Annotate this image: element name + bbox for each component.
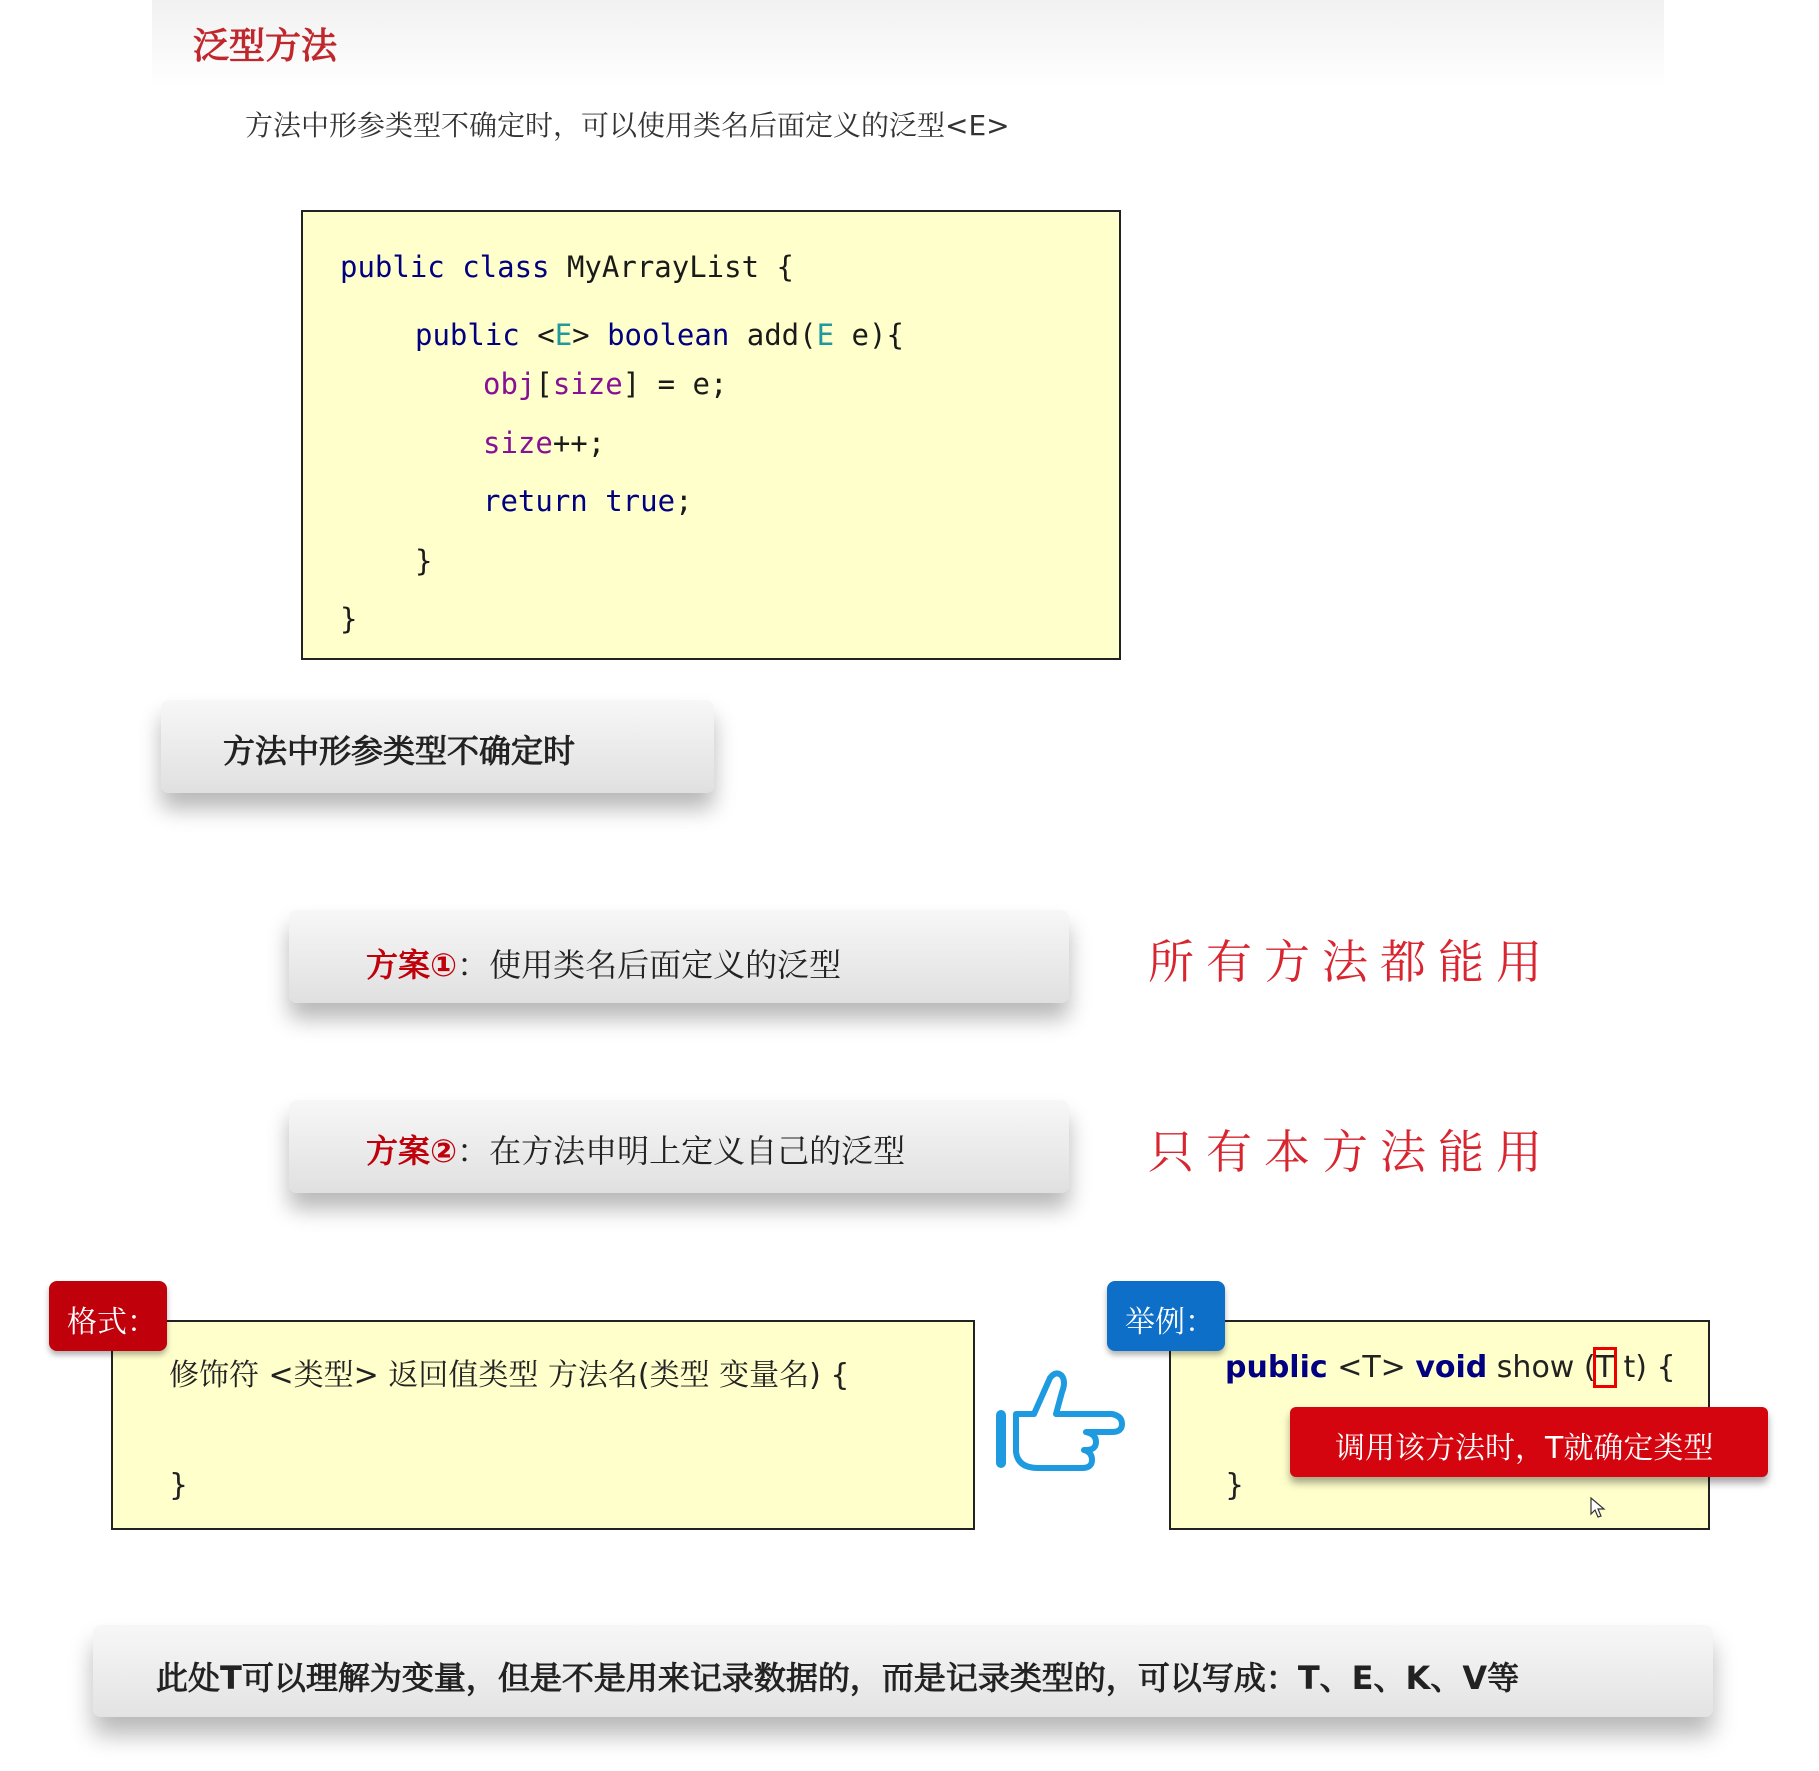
example-tag xyxy=(1107,1281,1225,1351)
example-line xyxy=(1225,1350,1676,1385)
code-text: ; xyxy=(675,484,693,518)
callout-note xyxy=(1290,1407,1768,1477)
option-1-label xyxy=(289,910,1069,1003)
bottom-note-box xyxy=(93,1625,1713,1717)
format-tag xyxy=(49,1281,167,1351)
code-text: ++; xyxy=(552,426,606,460)
bottom-note-text: 此处T可以理解为变量，但是不是用来记录数据的，而是记录类型的，可以写成：T、E、K、V等 xyxy=(156,1659,1520,1697)
example-tag-text: 举例： xyxy=(1125,1305,1215,1340)
question-label xyxy=(161,700,714,793)
option-1-text xyxy=(366,940,841,986)
example-keyword: public xyxy=(1225,1350,1328,1385)
format-tag-text: 格式： xyxy=(67,1305,157,1340)
code-line-1 xyxy=(340,250,794,284)
pointing-hand-icon xyxy=(990,1368,1130,1483)
code-text: e){ xyxy=(834,318,904,352)
code-text: MyArrayList { xyxy=(549,250,794,284)
format-line: 修饰符 <类型> 返回值类型 方法名(类型 变量名) { xyxy=(169,1358,850,1393)
code-keyword: public xyxy=(415,318,520,352)
example-text: show ( xyxy=(1487,1350,1596,1385)
code-line-4 xyxy=(483,426,605,460)
callout-text: 调用该方法时，T就确定类型 xyxy=(1335,1431,1714,1466)
option-2-tag: 方案② xyxy=(366,1132,458,1170)
title-bar xyxy=(152,0,1664,88)
intro-text: 方法中形参类型不确定时，可以使用类名后面定义的泛型<E> xyxy=(245,109,1010,142)
option-1-sep: ： xyxy=(457,946,490,984)
option-1-tag: 方案① xyxy=(366,946,458,984)
code-field: size xyxy=(552,367,623,401)
option-2-text xyxy=(366,1126,905,1172)
option-1-note: 所有方法都能用 xyxy=(1148,935,1554,989)
example-keyword: void xyxy=(1415,1350,1488,1385)
code-text: [ xyxy=(535,367,553,401)
option-2-sep: ： xyxy=(457,1132,490,1170)
option-1-desc: 使用类名后面定义的泛型 xyxy=(489,946,842,984)
code-line-2 xyxy=(415,318,904,352)
code-keyword: boolean xyxy=(607,318,730,352)
code-close-outer: } xyxy=(340,602,358,636)
code-field: size xyxy=(483,426,553,460)
code-type-param: E xyxy=(816,318,835,352)
code-keyword: public class xyxy=(340,250,550,284)
page-title: 泛型方法 xyxy=(193,26,338,67)
option-2-desc: 在方法申明上定义自己的泛型 xyxy=(489,1132,906,1170)
question-text: 方法中形参类型不确定时 xyxy=(223,732,576,770)
code-field: obj xyxy=(483,367,536,401)
code-text: > xyxy=(572,318,608,352)
code-close-inner: } xyxy=(415,544,433,578)
example-close: } xyxy=(1225,1468,1245,1503)
example-text: <T> xyxy=(1327,1350,1416,1385)
code-line-3 xyxy=(483,367,727,401)
format-box xyxy=(111,1320,975,1530)
code-text: < xyxy=(519,318,555,352)
code-text: ] = e; xyxy=(622,367,728,401)
highlighted-type-param: T xyxy=(1595,1350,1614,1385)
format-close: } xyxy=(169,1468,189,1503)
option-2-note: 只有本方法能用 xyxy=(1148,1125,1554,1179)
code-block xyxy=(301,210,1121,660)
code-line-5 xyxy=(483,484,693,518)
code-keyword: return true xyxy=(483,484,676,518)
code-type-param: E xyxy=(554,318,573,352)
option-2-label xyxy=(289,1100,1069,1193)
code-text: add( xyxy=(729,318,817,352)
mouse-cursor-icon xyxy=(1590,1497,1606,1519)
example-text: t) { xyxy=(1613,1350,1676,1385)
